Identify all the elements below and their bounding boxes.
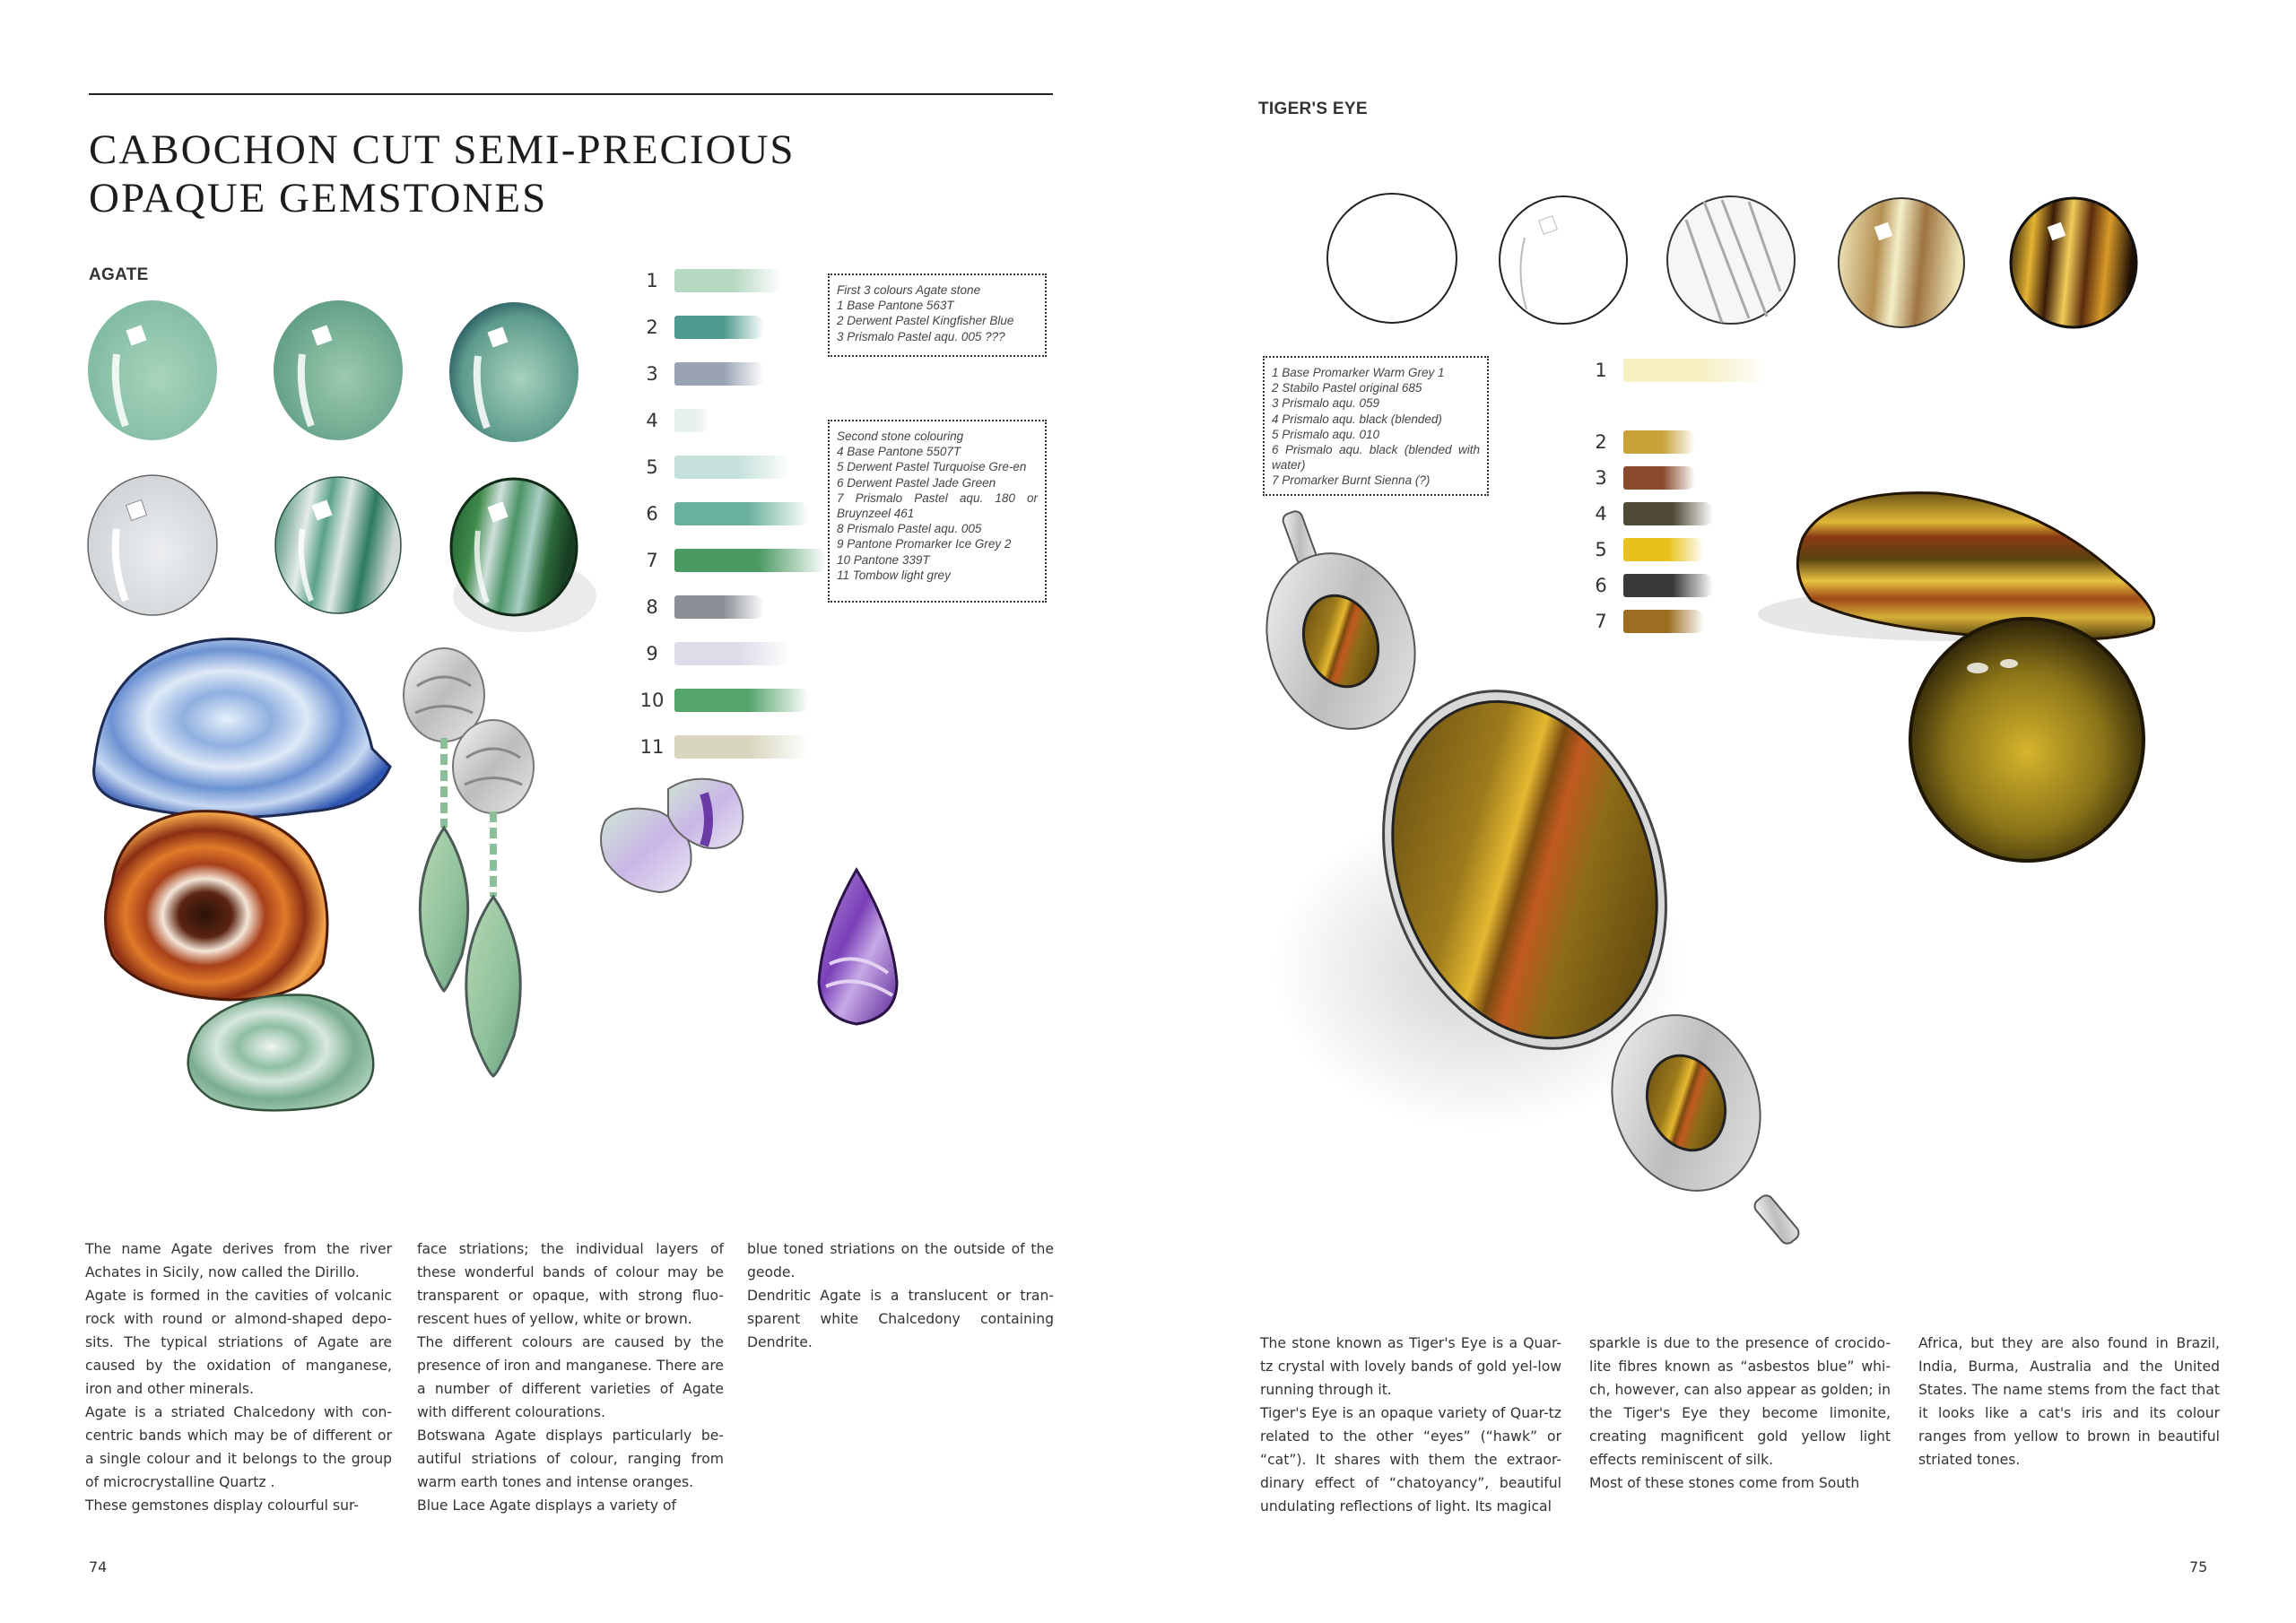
agate-swatch-8: [674, 595, 764, 619]
agate-step-4: [88, 475, 217, 615]
agate-text-column-3: [747, 1237, 1054, 1354]
agate-swatch-4: [674, 409, 710, 432]
paragraph: Africa, but they are also found in Brazil, India, Burma, Australia and the United States. The name stems from the fact that it looks like a cat's iris and its colour ranges from yellow to brown in beautiful striated tones.: [1918, 1335, 2220, 1468]
agate-note-2-line: 11 Tombow light grey: [837, 568, 951, 582]
paragraph: Agate is formed in the cavities of volcanic rock with round or almond-shaped depo-sits. The typical striations of Agate are caused by the oxidation of manganese, iron and other minerals.: [85, 1288, 392, 1397]
tigers-eye-stone-steps: [1327, 184, 2269, 336]
agate-swatch-number: 11: [639, 736, 665, 758]
botswana-agate-slice: [106, 812, 328, 1000]
agate-step-3: [449, 302, 578, 442]
agate-note-1-line: 3 Prismalo Pastel aqu. 005 ???: [837, 329, 1005, 343]
header-rule: [89, 93, 1053, 95]
agate-swatch-number: 6: [646, 503, 658, 525]
tiger-swatch-number: 1: [1595, 360, 1607, 381]
tiger-swatch-number: 6: [1595, 575, 1607, 596]
paragraph: These gemstones display colourful sur-: [85, 1497, 360, 1514]
agate-note-2-line: 6 Derwent Pastel Jade Green: [837, 475, 996, 490]
tiger-swatch-number: 2: [1595, 431, 1607, 453]
agate-swatch-7: [674, 549, 827, 572]
tigers-eye-note-line: 2 Stabilo Pastel original 685: [1272, 381, 1422, 395]
tiger-swatch-1: [1623, 359, 1767, 382]
title-line-1: CABOCHON CUT SEMI-PRECIOUS: [89, 126, 796, 173]
tigers-eye-note: [1263, 356, 1489, 496]
tigers-eye-note-line: 1 Base Promarker Warm Grey 1: [1272, 366, 1445, 379]
tiger-swatch-number: 3: [1595, 467, 1607, 489]
agate-step-1: [88, 300, 217, 440]
agate-text-column-2: [417, 1237, 724, 1517]
tigers-eye-illustrations: [1256, 502, 2251, 1246]
tiger-swatch-2: [1623, 430, 1695, 454]
agate-note-2-line: 7 Prismalo Pastel aqu. 180 or Bruynzeel 461: [837, 490, 1038, 521]
paragraph: The name Agate derives from the river Achates in Sicily, now called the Dirillo.: [85, 1241, 392, 1280]
agate-swatch-number: 7: [646, 550, 658, 571]
agate-swatch-row: [639, 409, 710, 432]
agate-swatch-row: [639, 549, 827, 572]
blue-lace-agate-slice: [94, 639, 390, 818]
agate-illustrations: [85, 632, 991, 1188]
agate-swatch-row: [639, 456, 791, 479]
agate-swatch-number: 3: [646, 363, 658, 385]
paragraph: Agate is a striated Chalcedony with con-centric bands which may be of different or a single colour and it belongs to the group of microcrystalline Quartz .: [85, 1404, 392, 1490]
paragraph: Dendritic Agate is a translucent or tran-sparent white Chalcedony containing Dendrite.: [747, 1288, 1054, 1350]
tigers-eye-text-column-2: [1589, 1332, 1891, 1495]
agate-note-1-line: First 3 colours Agate stone: [837, 283, 981, 297]
tigers-eye-step-3: [1667, 196, 1795, 324]
tigers-eye-pendant: [1243, 509, 1802, 1246]
tigers-eye-note-line: 5 Prismalo aqu. 010: [1272, 427, 1380, 441]
agate-note-2-line: 8 Prismalo Pastel aqu. 005: [837, 522, 982, 536]
paragraph: Tiger's Eye is an opaque variety of Quar-tz related to the other “eyes” (“hawk” or “cat”). It shares with them the extraor-dinary effect of “chatoyancy”, beautiful undulating reflections of light. Its magical: [1260, 1405, 1561, 1515]
tigers-eye-note-line: 4 Prismalo aqu. black (blended): [1272, 412, 1442, 426]
paragraph: The stone known as Tiger's Eye is a Quar-tz crystal with lovely bands of gold yel-low running through it.: [1260, 1335, 1561, 1398]
tigers-eye-note-line: 6 Prismalo aqu. black (blended with water): [1272, 443, 1480, 473]
tigers-eye-step-2: [1500, 196, 1627, 324]
agate-note-2-line: 10 Pantone 339T: [837, 552, 930, 567]
paragraph: The different colours are caused by the presence of iron and manganese. There are a number of different varieties of Agate with different colourations.: [417, 1334, 724, 1420]
agate-note-2: [828, 420, 1047, 603]
agate-swatch-number: 4: [646, 410, 658, 431]
paragraph: blue toned striations on the outside of the geode.: [747, 1241, 1054, 1280]
section-heading-agate: AGATE: [89, 265, 149, 284]
tiger-swatch-number: 7: [1595, 611, 1607, 632]
tumbled-amethyst-stones: [601, 779, 743, 892]
agate-swatch-number: 9: [646, 643, 658, 664]
agate-swatch-number: 8: [646, 596, 658, 618]
agate-stone-steps: [85, 291, 605, 650]
paragraph: sparkle is due to the presence of crocido-lite fibres known as “asbestos blue” whi-ch, however, can also appear as golden; in the Tiger's Eye they become limonite, creating magnificent gold yellow light effects reminiscent of silk.: [1589, 1335, 1891, 1468]
title-line-2: OPAQUE GEMSTONES: [89, 175, 548, 221]
tigers-eye-step-1: [1327, 194, 1457, 323]
agate-swatch-row: [639, 316, 764, 339]
green-agate-slice: [188, 994, 374, 1110]
page-number-right: 75: [2189, 1558, 2208, 1575]
page-title: [89, 126, 796, 222]
section-heading-tigers-eye: TIGER'S EYE: [1258, 100, 1368, 118]
tiger-swatch-number: 4: [1595, 503, 1607, 525]
purple-agate-pear-cabochon: [819, 870, 897, 1024]
tigers-eye-tumbled-stone: [1758, 493, 2154, 641]
tiger-swatch-number: 5: [1595, 539, 1607, 560]
agate-step-6: [451, 479, 596, 632]
tiger-swatch-row: [1587, 466, 1695, 490]
tiger-swatch-row: [1587, 359, 1767, 382]
agate-swatch-number: 1: [646, 270, 658, 291]
tigers-eye-round-cabochon: [1910, 619, 2144, 861]
tigers-eye-note-line: 3 Prismalo aqu. 059: [1272, 396, 1380, 411]
tigers-eye-text-column-1: [1260, 1332, 1561, 1518]
agate-text-column-1: [85, 1237, 392, 1517]
paragraph: Blue Lace Agate displays a variety of: [417, 1497, 677, 1514]
agate-note-2-line: Second stone colouring: [837, 430, 964, 443]
agate-swatch-1: [674, 269, 782, 292]
paragraph: Botswana Agate displays particularly be-autiful striations of colour, ranging from warm earth tones and intense oranges.: [417, 1428, 724, 1490]
agate-note-1-line: 1 Base Pantone 563T: [837, 299, 954, 313]
agate-swatch-5: [674, 456, 791, 479]
agate-swatch-3: [674, 362, 764, 386]
tiger-swatch-row: [1587, 430, 1695, 454]
paragraph: face striations; the individual layers of these wonderful bands of colour may be transparent or opaque, with strong fluo-rescent hues of yellow, white or brown.: [417, 1241, 724, 1327]
tigers-eye-step-5: [2011, 198, 2136, 327]
agate-note-1-line: 2 Derwent Pastel Kingfisher Blue: [837, 314, 1014, 328]
agate-swatch-row: [639, 502, 809, 525]
page-number-left: 74: [89, 1558, 108, 1575]
tiger-swatch-3: [1623, 466, 1695, 490]
agate-swatch-row: [639, 269, 782, 292]
tigers-eye-step-4: [1839, 198, 1964, 327]
agate-swatch-number: 2: [646, 317, 658, 338]
agate-note-2-line: 9 Pantone Promarker Ice Grey 2: [837, 537, 1012, 551]
paragraph: Most of these stones come from South: [1589, 1475, 1860, 1491]
agate-note-2-line: 4 Base Pantone 5507T: [837, 445, 961, 459]
agate-step-2: [274, 300, 403, 440]
agate-swatch-row: [639, 595, 764, 619]
agate-swatch-2: [674, 316, 764, 339]
agate-swatch-number: 10: [639, 690, 665, 711]
agate-swatch-row: [639, 362, 764, 386]
tigers-eye-note-line: 7 Promarker Burnt Sienna (?): [1272, 473, 1431, 488]
agate-swatch-6: [674, 502, 809, 525]
tigers-eye-text-column-3: [1918, 1332, 2220, 1471]
agate-step-5: [275, 477, 401, 613]
agate-swatch-number: 5: [646, 456, 658, 478]
agate-note-1: [828, 273, 1047, 357]
agate-note-2-line: 5 Derwent Pastel Turquoise Gre-en: [837, 460, 1027, 474]
